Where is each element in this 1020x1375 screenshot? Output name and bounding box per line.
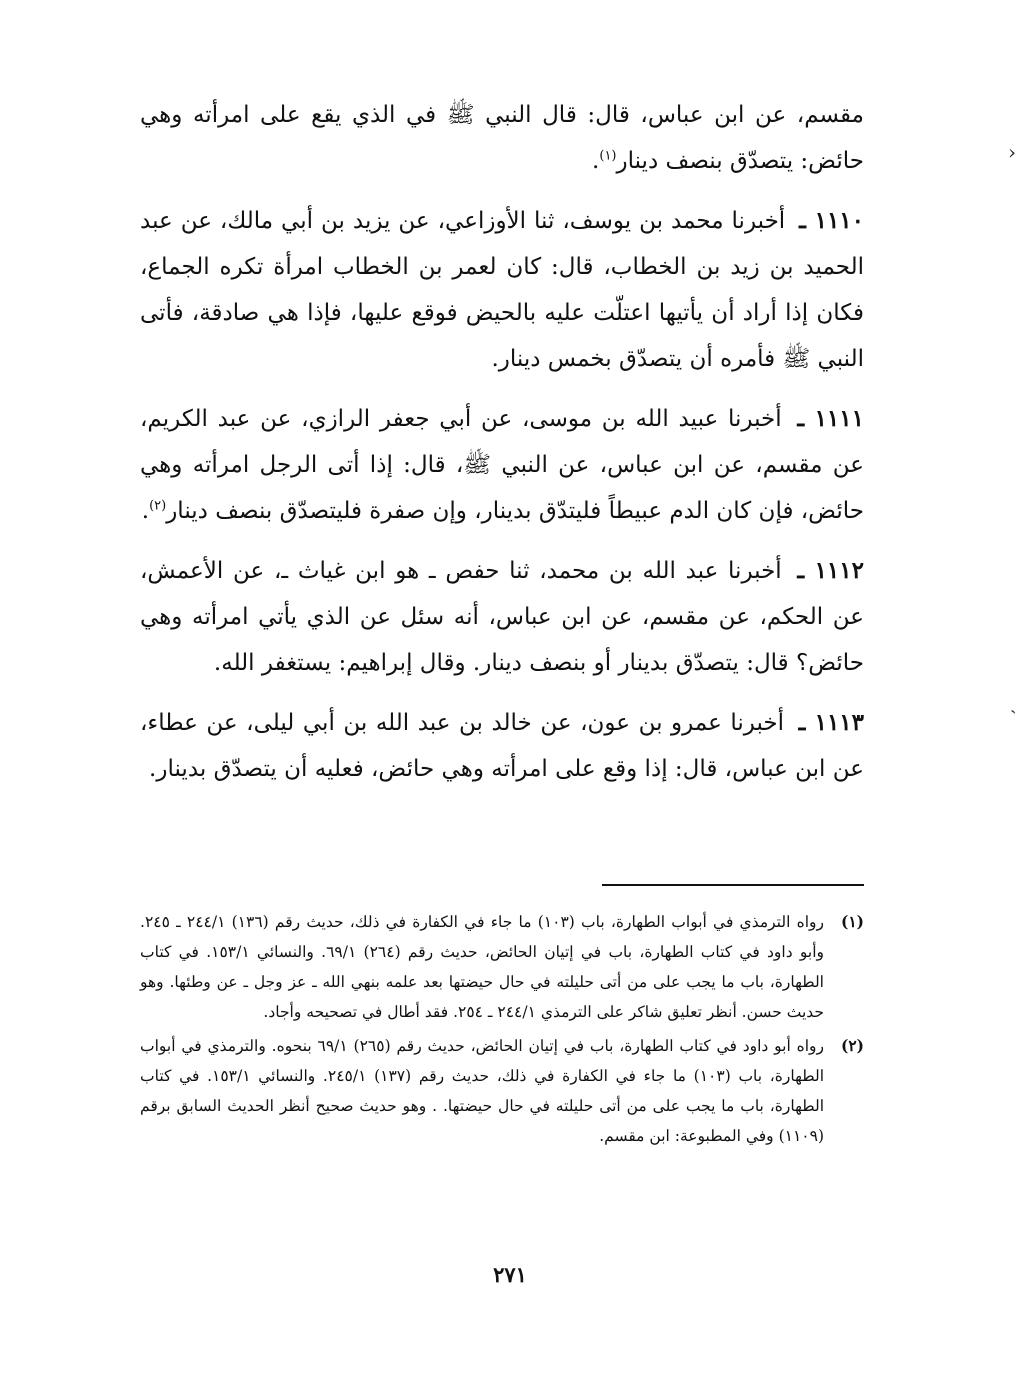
footnote-mark: (٢) xyxy=(840,1036,864,1055)
footnote-text: رواه الترمذي في أبواب الطهارة، باب (١٠٣) ما جاء في الكفارة في ذلك، حديث رقم (١٣٦) ٢٤٤/١ ـ ٢٤٥. وأبو داود في كتاب الطهارة، باب في إتيان الحائض، حديث رقم (٢٦٤) ٦٩/١. والنسائي ١٥٣/١. في كتاب الطهارة، باب ما يجب على من أتى حليلته في حال حيضتها بعد علمه بنهي الله ـ عز وجل ـ عن وطئها. وهو حديث حسن. أنظر تعليق شاكر على الترمذي ٢٤٤/١ ـ ٢٥٤. فقد أطال في تصحيحه وأجاد. xyxy=(140,913,824,1021)
hadith-1112 xyxy=(140,548,864,686)
hadith-text: أخبرنا عبد الله بن محمد، ثنا حفص ـ هو ابن غياث ـ، عن الأعمش، عن الحكم، عن مقسم، عن ابن عباس، أنه سئل عن الذي يأتي امرأته وهي حائض؟ قال: يتصدّق بدينار أو بنصف دينار. وقال إبراهيم: يستغفر الله. xyxy=(140,558,864,676)
footnote-ref-2[interactable]: (٢) xyxy=(149,498,167,514)
footnotes xyxy=(140,907,864,1155)
hadith-number: ١١١١ ـ xyxy=(797,405,864,432)
hadith-number: ١١١٢ ـ xyxy=(797,557,864,584)
footnote-text: رواه أبو داود في كتاب الطهارة، باب في إتيان الحائض، حديث رقم (٢٦٥) ٦٩/١ بنحوه. والترمذي في أبواب الطهارة، باب (١٠٣) ما جاء في الكفارة في ذلك، حديث رقم (١٣٧) ٢٤٥/١. والنسائي ١٥٣/١. في كتاب الطهارة، باب ما يجب على من أتى حليلته في حال حيضتها. . وهو حديث صحيح أنظر الحديث السابق برقم (١١٠٩) وفي المطبوعة: ابن مقسم. xyxy=(140,1037,824,1145)
margin-mark-middle: ˎ xyxy=(1010,690,1017,714)
paragraph-end: . xyxy=(141,498,150,524)
hadith-number: ١١١٣ ـ xyxy=(798,709,865,736)
hadith-1113 xyxy=(140,700,864,792)
paragraph-continuation xyxy=(140,92,864,184)
page-number: ٢٧١ xyxy=(493,1262,527,1287)
hadith-text: أخبرنا محمد بن يوسف، ثنا الأوزاعي، عن يزيد بن أبي مالك، عن عبد الحميد بن زيد بن الخطاب، قال: كان لعمر بن الخطاب امرأة تكره الجماع، فكان إذا أراد أن يأتيها اعتلّت عليه بالحيض فوقع عليها، فإذا هي صادقة، فأتى النبي ﷺ فأمره أن يتصدّق بخمس دينار. xyxy=(140,208,864,372)
hadith-1110 xyxy=(140,198,864,382)
margin-mark-top: ‹ xyxy=(1008,140,1016,164)
footnote-1 xyxy=(140,907,864,1027)
hadith-1111 xyxy=(140,396,864,534)
footnote-mark: (١) xyxy=(840,912,864,931)
footnote-2 xyxy=(140,1031,864,1151)
hadith-text: أخبرنا عمرو بن عون، عن خالد بن عبد الله بن أبي ليلى، عن عطاء، عن ابن عباس، قال: إذا وقع على امرأته وهي حائض، فعليه أن يتصدّق بدينار. xyxy=(140,710,864,782)
paragraph-text: مقسم، عن ابن عباس، قال: قال النبي ﷺ في الذي يقع على امرأته وهي حائض: يتصدّق بنصف دينار xyxy=(140,102,864,174)
footnote-ref-1[interactable]: (١) xyxy=(599,148,617,164)
page-body xyxy=(140,92,865,1145)
hadith-text: أخبرنا عبيد الله بن موسى، عن أبي جعفر الرازي، عن عبد الكريم، عن مقسم، عن ابن عباس، عن النبي ﷺ، قال: إذا أتى الرجل امرأته وهي حائض، فإن كان الدم عبيطاً فليتدّق بدينار، وإن صفرة فليتصدّق بنصف دينار xyxy=(140,406,864,524)
hadith-number: ١١١٠ ـ xyxy=(799,207,865,234)
paragraph-end: . xyxy=(592,148,600,174)
footnote-separator xyxy=(602,884,864,886)
